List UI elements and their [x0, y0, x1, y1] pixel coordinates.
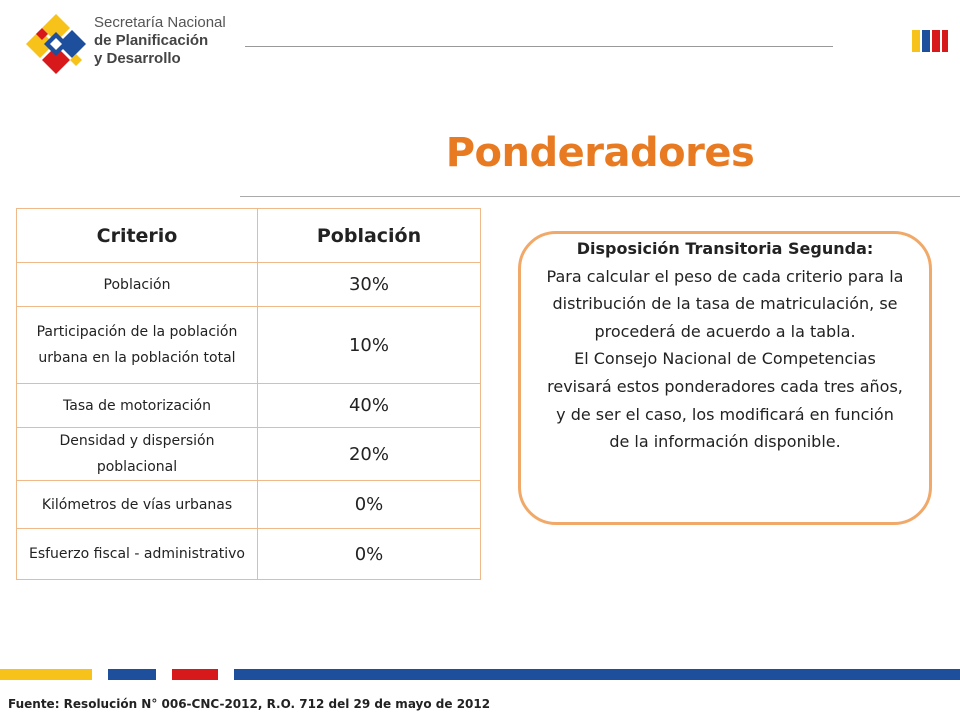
criterion-cell: Densidad y dispersión poblacional — [17, 428, 258, 481]
value-cell: 30% — [258, 263, 481, 307]
table-row — [17, 384, 481, 428]
footer-bar-yellow — [0, 669, 92, 680]
provision-heading: Disposición Transitoria Segunda: — [576, 239, 874, 258]
criterion-cell: Participación de la población urbana en la población total — [17, 307, 258, 384]
header-criterion: Criterio — [17, 209, 258, 263]
flag-stripe-yellow — [912, 30, 920, 52]
table-row — [17, 307, 481, 384]
criterion-cell: Kilómetros de vías urbanas — [17, 481, 258, 529]
snpd-logo-icon — [24, 12, 88, 76]
provision-paragraph-1: Para calcular el peso de cada criterio para la distribución de la tasa de matriculación, se procederá de acuerdo a la tabla. — [546, 266, 904, 341]
table-row — [17, 428, 481, 481]
value-cell: 20% — [258, 428, 481, 481]
header-population: Población — [258, 209, 481, 263]
org-name-line3: y Desarrollo — [94, 50, 181, 67]
footer-bar-blue — [108, 669, 156, 680]
table-row — [17, 263, 481, 307]
flag-stripe-blue — [922, 30, 930, 52]
table-row — [17, 529, 481, 580]
table-row — [17, 481, 481, 529]
header-divider — [245, 46, 833, 47]
criterion-cell: Tasa de motorización — [17, 384, 258, 428]
criterion-cell: Esfuerzo fiscal - administrativo — [17, 529, 258, 580]
value-cell: 10% — [258, 307, 481, 384]
weights-table — [16, 208, 481, 580]
transitory-provision-box — [518, 231, 932, 525]
org-name-line2: de Planificación — [94, 32, 209, 49]
org-name — [94, 14, 226, 68]
footer-bar-red — [172, 669, 218, 680]
flag-stripe-red — [932, 30, 940, 52]
criterion-cell: Población — [17, 263, 258, 307]
value-cell: 40% — [258, 384, 481, 428]
value-cell: 0% — [258, 481, 481, 529]
org-name-line1: Secretaría Nacional — [94, 14, 226, 31]
value-cell: 0% — [258, 529, 481, 580]
source-citation: Fuente: Resolución N° 006-CNC-2012, R.O. 712 del 29 de mayo de 2012 — [8, 697, 491, 711]
title-divider — [240, 196, 960, 197]
flag-stripe-red-2 — [942, 30, 948, 52]
provision-paragraph-2: El Consejo Nacional de Competencias revisará estos ponderadores cada tres años, y de ser el caso, los modificará en función de la información disponible. — [547, 349, 903, 452]
table-header-row — [17, 209, 481, 263]
footer-bar-blue-long — [234, 669, 960, 680]
page-title: Ponderadores — [445, 130, 755, 176]
